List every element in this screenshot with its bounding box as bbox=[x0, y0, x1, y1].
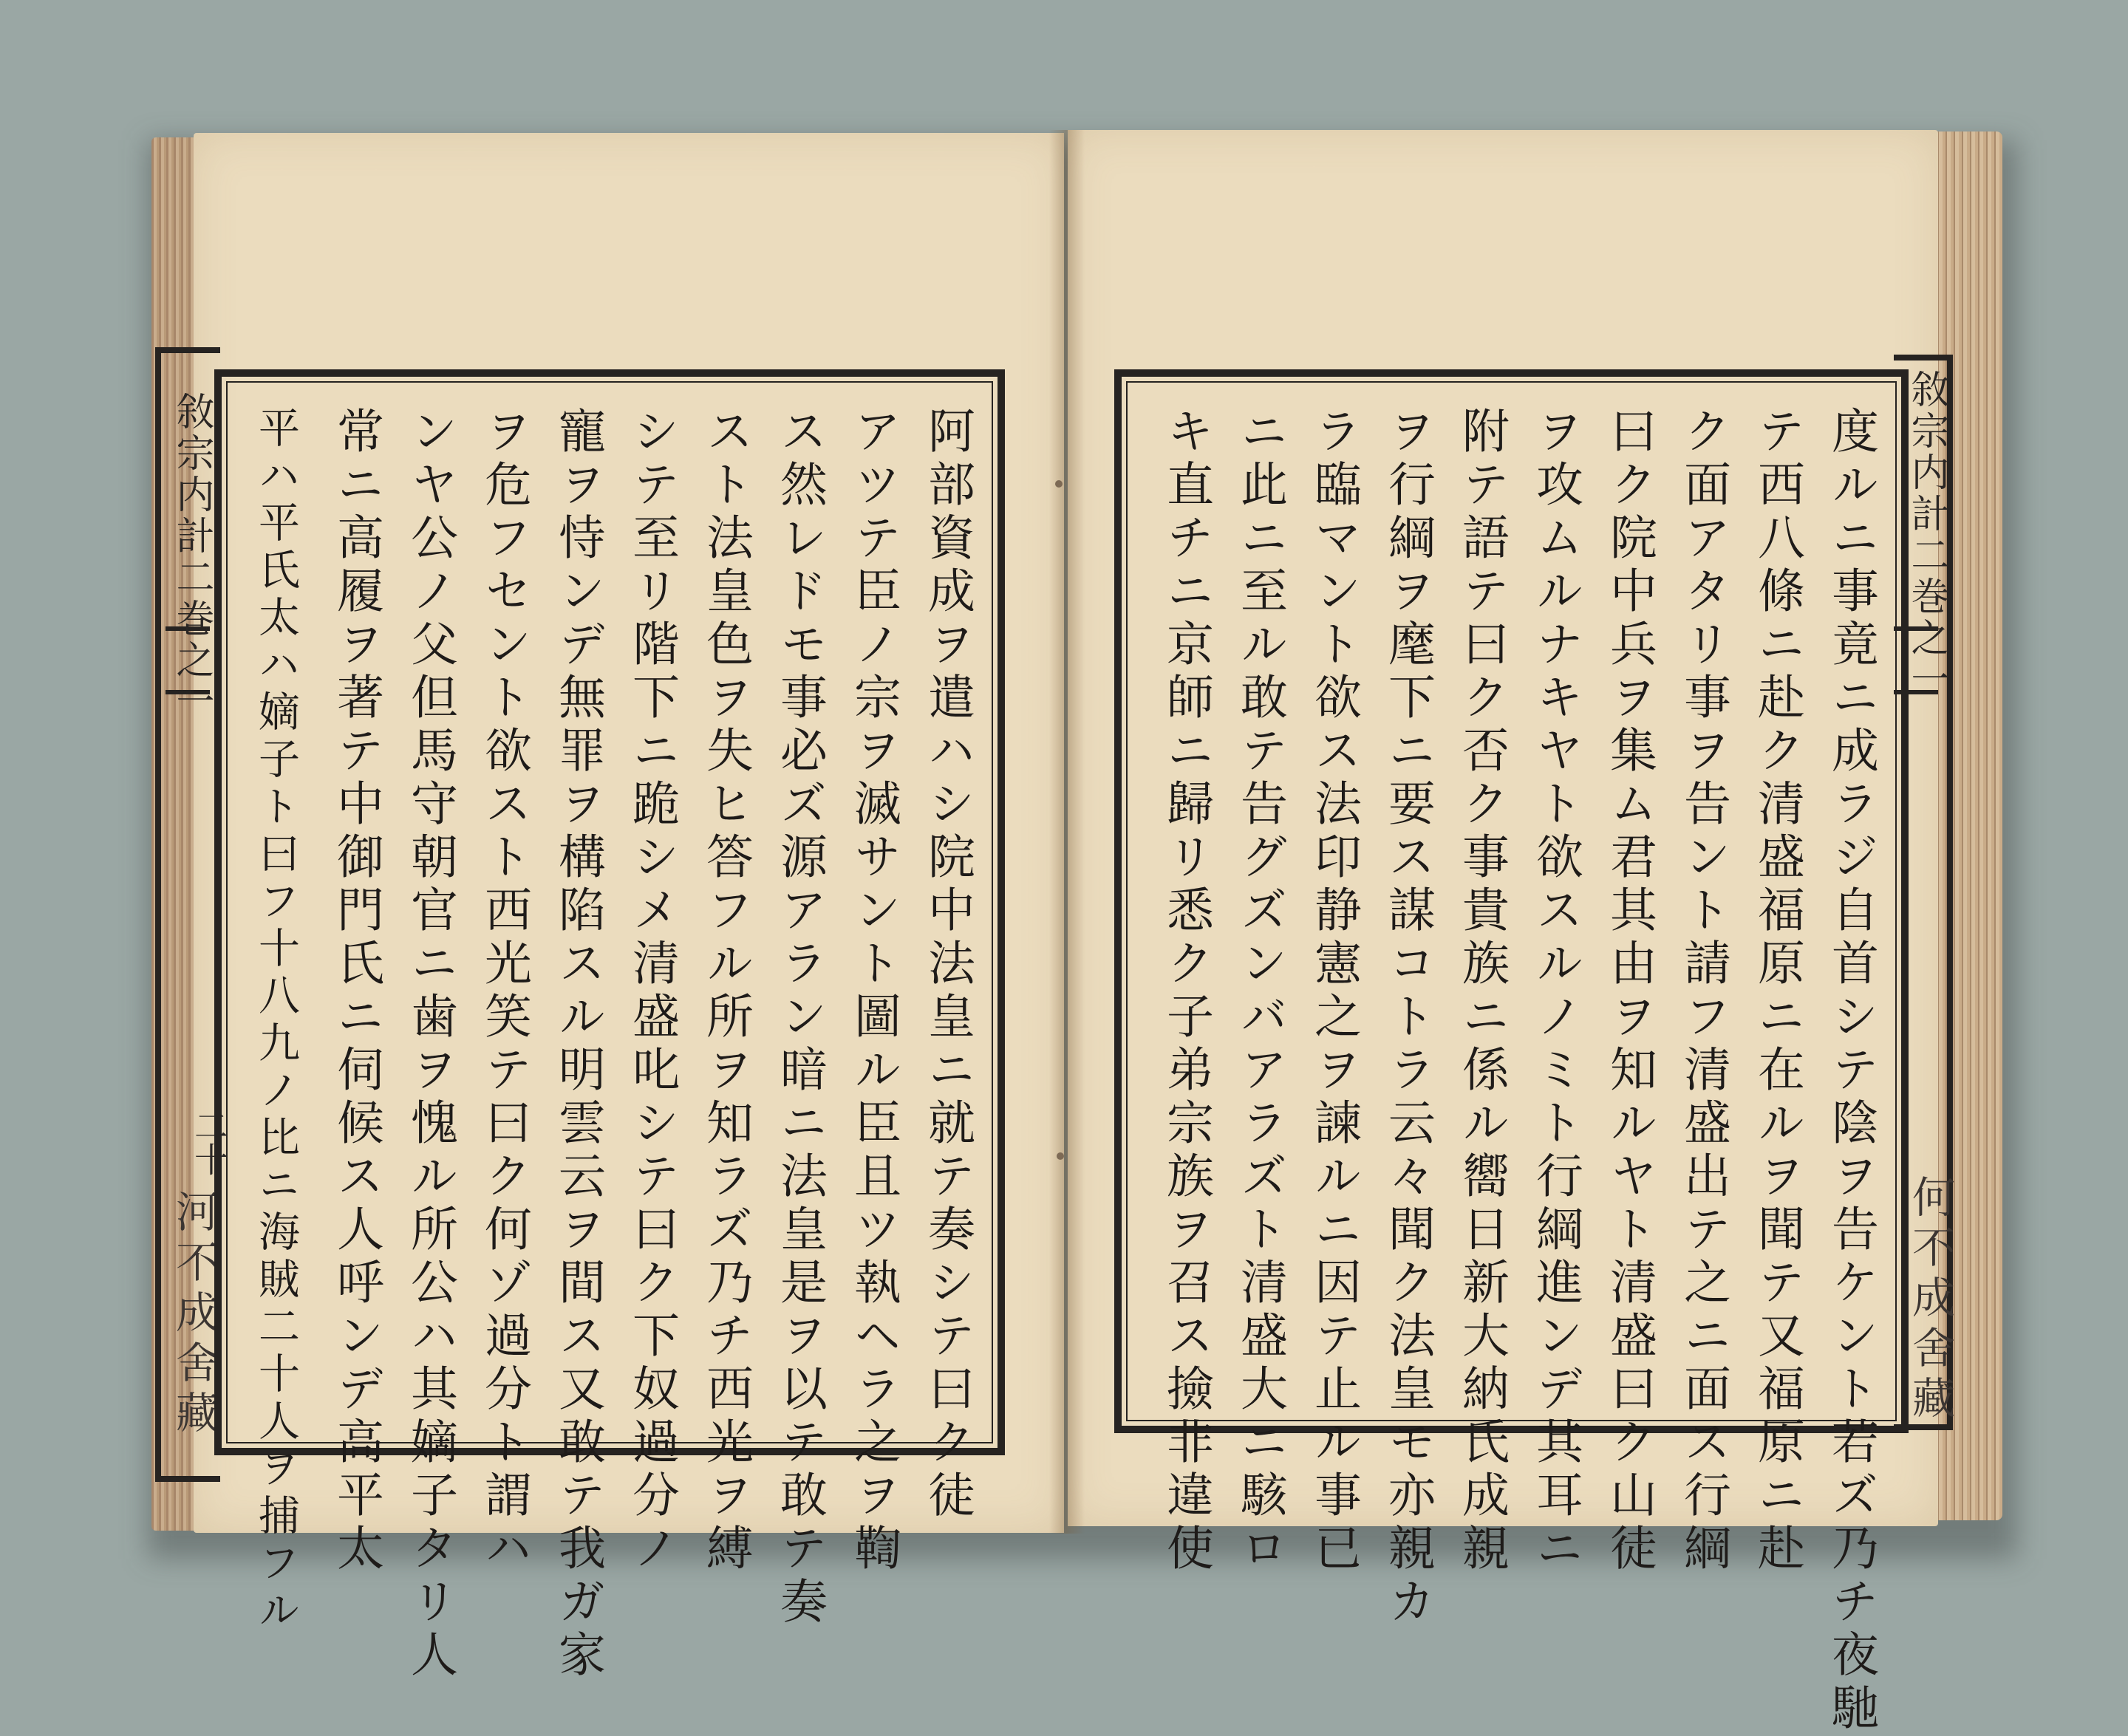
left-margin-title: 敘宗内計二巻之一 bbox=[169, 392, 214, 722]
text-column: アツテ臣ノ宗ヲ滅サント圖ル臣且ツ執ヘラ之ヲ鞫 bbox=[846, 406, 901, 1576]
page-number: 二十 bbox=[189, 1108, 229, 1176]
text-column: 阿部資成ヲ遣ハシ院中法皇ニ就テ奏シテ曰ク徒 bbox=[920, 406, 975, 1523]
text-column: テ西八條ニ赴ク清盛福原ニ在ルヲ聞テ又福原ニ赴 bbox=[1750, 406, 1804, 1576]
text-column: 常ニ高履ヲ著テ中御門氏ニ伺候ス人呼ンデ高平太 bbox=[329, 406, 383, 1576]
text-column: 平ハ平氏太ハ嫡子ト曰フ十八九ノ比ニ海賊二十人ヲ捕フル bbox=[252, 406, 300, 1636]
owner-stamp-right: 何不成舍藏 bbox=[1905, 1175, 1955, 1426]
binding-hole bbox=[1055, 480, 1063, 488]
text-column: ニ此ニ至ル敢テ告グズンバアラズト清盛大ニ駭ロ bbox=[1232, 406, 1287, 1576]
text-column: スト法皇色ヲ失ヒ答フル所ヲ知ラズ乃チ西光ヲ縛 bbox=[698, 406, 753, 1576]
text-column: キ直チニ京師ニ歸リ悉ク子弟宗族ヲ召ス撿非違使 bbox=[1159, 406, 1213, 1576]
text-column: 曰ク院中兵ヲ集ム君其由ヲ知ルヤト清盛曰ク山徒 bbox=[1602, 406, 1657, 1576]
text-column: 寵ヲ恃ンデ無罪ヲ構陷スル明雲云ヲ間ス又敢テ我ガ家 bbox=[550, 406, 605, 1683]
text-column: シテ至リ階下ニ跪シメ清盛叱シテ曰ク下奴過分ノ bbox=[624, 406, 679, 1576]
text-column: ク面アタリ事ヲ告ント請フ清盛出テ之ニ面ス行綱 bbox=[1676, 406, 1730, 1576]
text-column: 附テ語テ曰ク否ク事貴族ニ係ル嚮日新大納氏成親 bbox=[1454, 406, 1509, 1576]
text-column: ラ臨マント欲ス法印静憲之ヲ諫ルニ因テ止ル事已 bbox=[1306, 406, 1361, 1576]
text-column: ヲ危フセント欲スト西光笑テ曰ク何ゾ過分ト謂ハ bbox=[477, 406, 531, 1576]
text-column: 度ルニ事竟ニ成ラジ自首シテ陰ヲ告ケント若ズ乃チ夜馳 bbox=[1824, 406, 1878, 1736]
owner-stamp-left: 河不成舍藏 bbox=[168, 1189, 219, 1441]
text-column: ヲ行綱ヲ麾下ニ要ス謀コトラ云々聞ク法皇モ亦親カ bbox=[1380, 406, 1435, 1630]
left-text-frame bbox=[214, 369, 1005, 1683]
right-margin-title: 敘宗内計二巻之一 bbox=[1904, 369, 1948, 700]
text-column: ヲ攻ムルナキヤト欲スルノミト行綱進ンデ其耳ニ bbox=[1528, 406, 1583, 1576]
binding-hole bbox=[1057, 1152, 1064, 1160]
right-text-frame bbox=[1114, 369, 1909, 1736]
text-column: ス然レドモ事必ズ源アラン暗ニ法皇是ヲ以テ敢テ奏 bbox=[772, 406, 827, 1630]
text-column: ンヤ公ノ父但馬守朝官ニ歯ヲ愧ル所公ハ其嫡子タリ人 bbox=[403, 406, 457, 1683]
book-gutter bbox=[1049, 130, 1085, 1534]
